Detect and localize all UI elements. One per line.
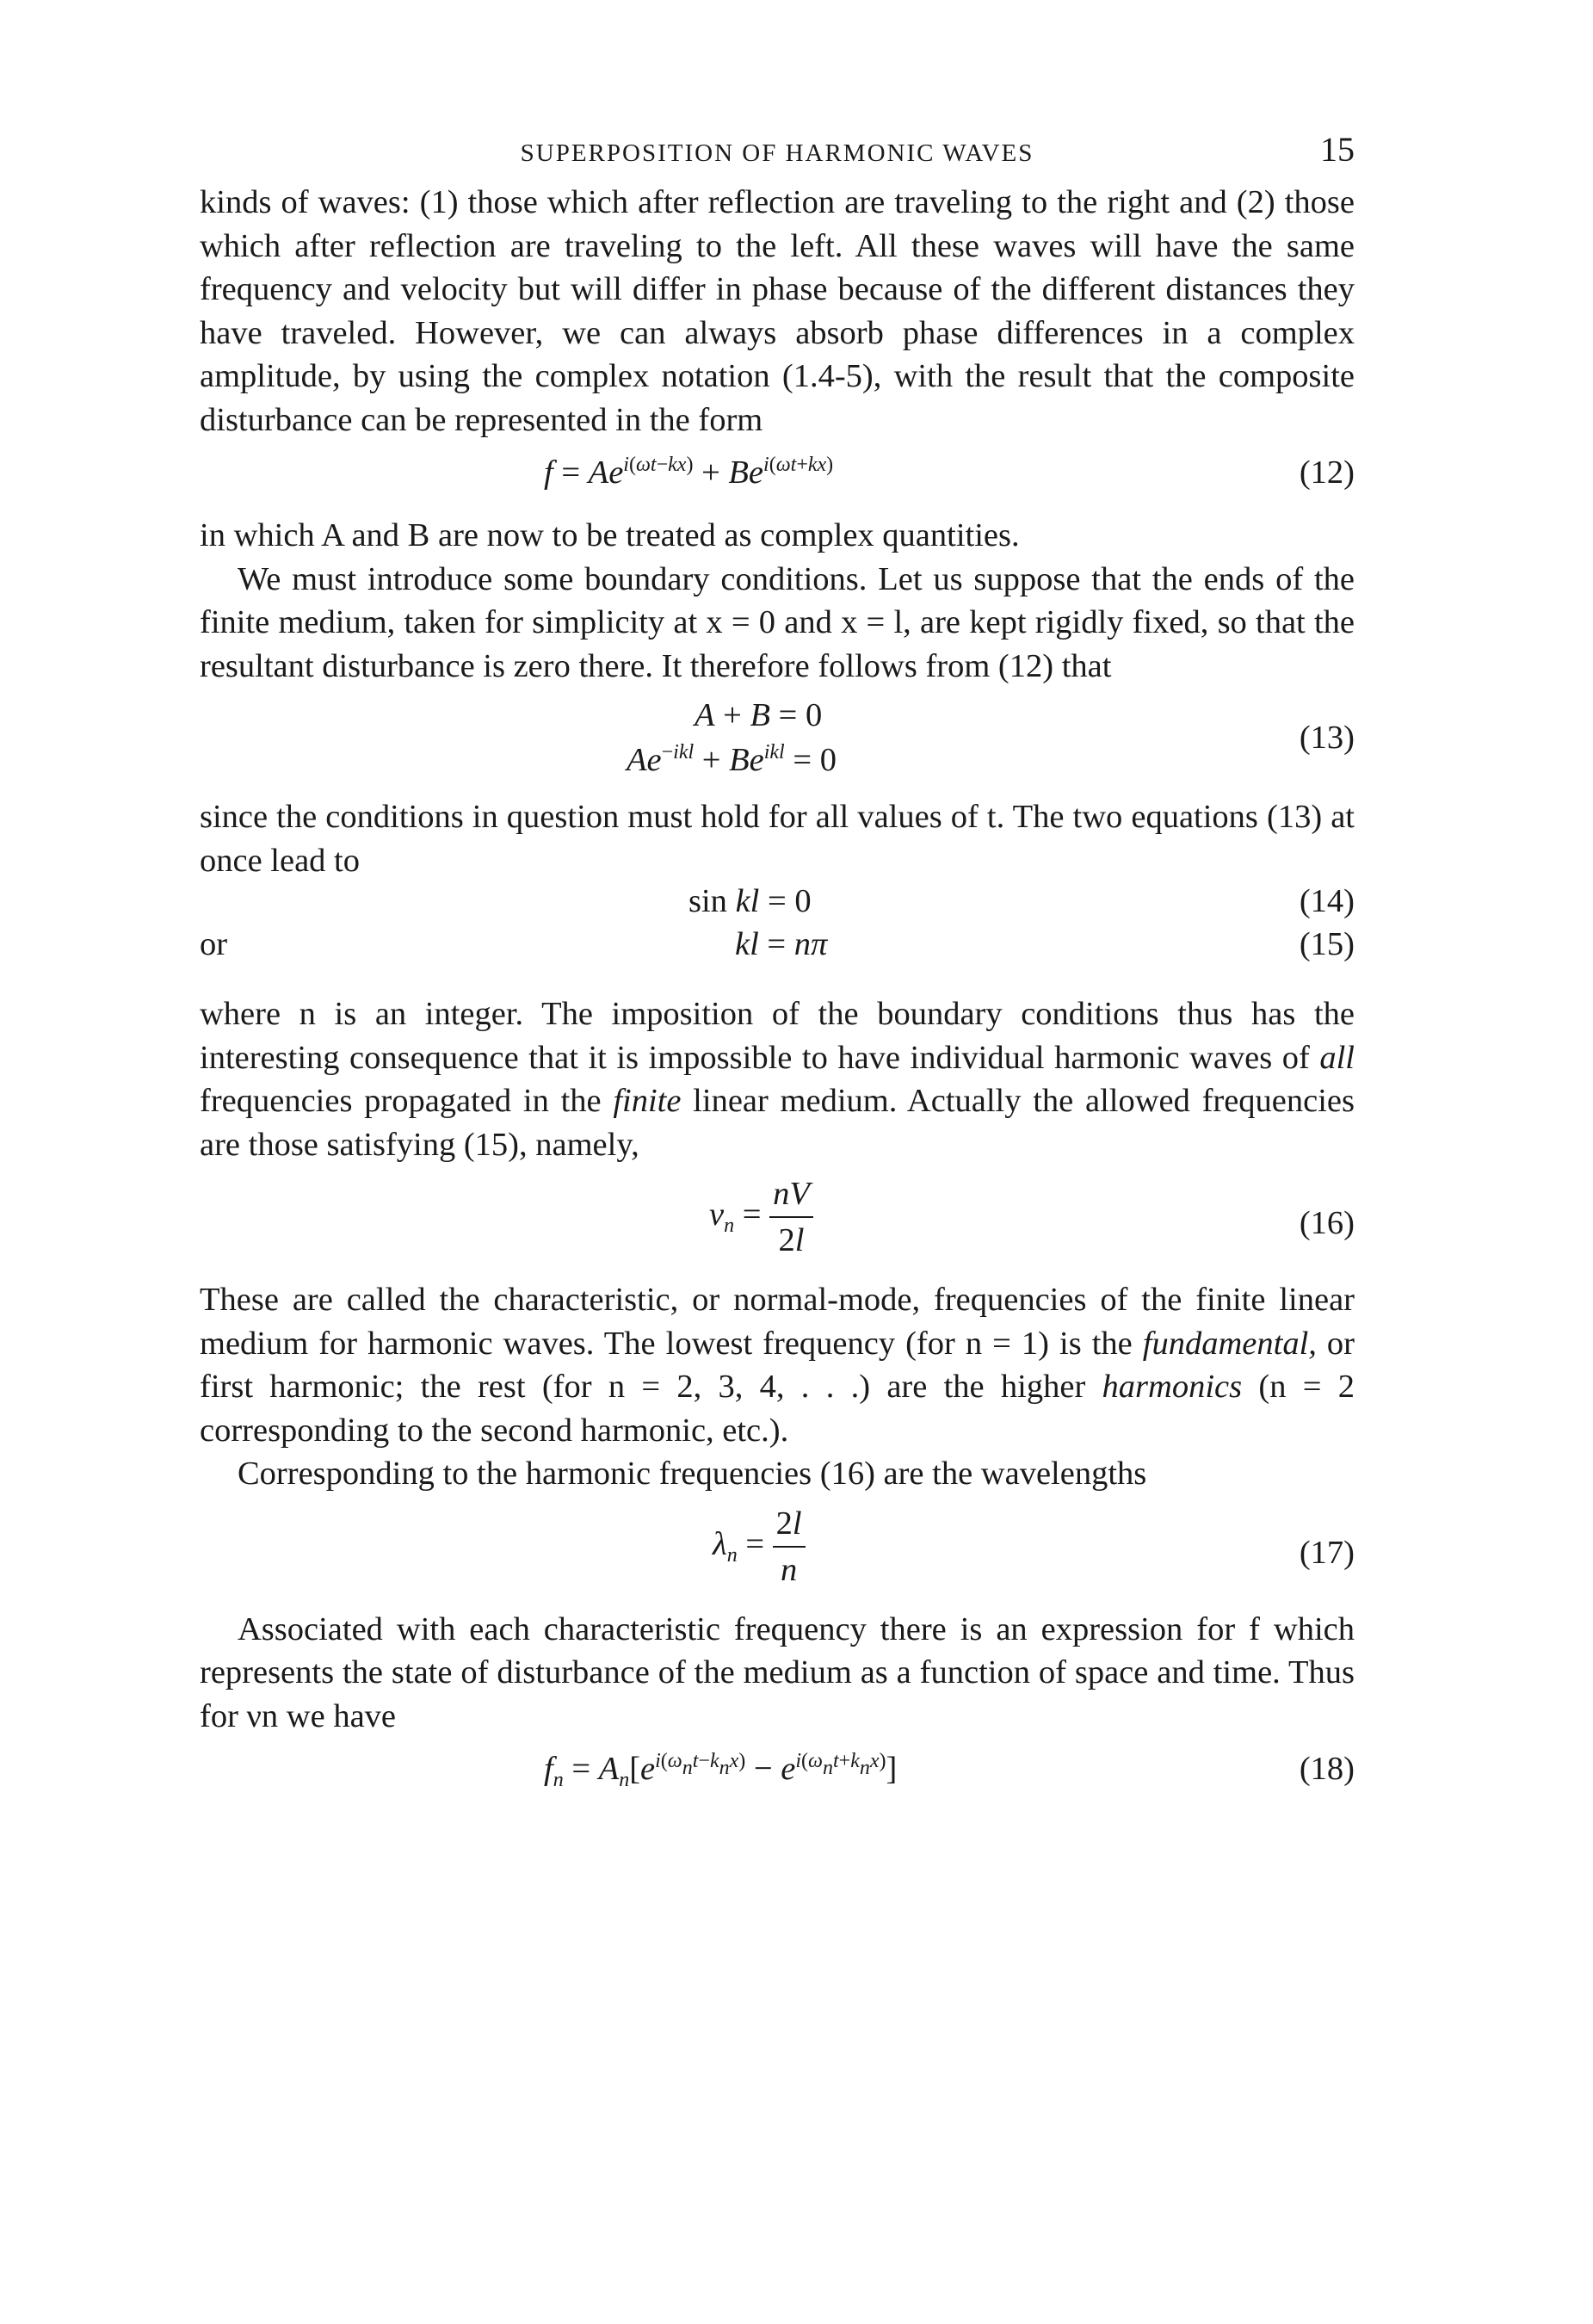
equation-13-number: (13) [1299,720,1355,756]
paragraph-6-part-c: (n = 2 corresponding to the second harmonic, etc.). [200,1369,1355,1449]
equation-12 [200,442,1355,514]
paragraph-6-part-a: These are called the characteristic, or normal-mode, frequencies of the finite linear medium for harmonic waves. The lowest frequency (for n = 1) is the [200,1282,1355,1362]
equation-18-number: (18) [1299,1751,1355,1787]
paragraph-5 [200,992,1355,1166]
paragraph-5-part-b: frequencies propagated in the [200,1083,614,1119]
equation-17 [200,1496,1355,1608]
equation-18-expression: $f_n = A_n[e^{i(\omega_nt-k_nx)} - e^{i(\omega_nt+k_nx)}]$ [544,1750,898,1791]
emphasis-fundamental: fundamental, [1142,1325,1317,1362]
paragraph-5-part-a: where n is an integer. The imposition of the boundary conditions thus has the interesting consequence that it is impossible to have individual harmonic waves of [200,996,1355,1076]
equation-16-expression: $\nu_n$ = $\frac{nV}{2l}$ [709,1175,813,1259]
equation-18 [200,1738,1355,1810]
emphasis-harmonics: harmonics [1102,1369,1243,1405]
paragraph-3: We must introduce some boundary conditions. Let us suppose that the ends of the finite medium, taken for simplicity at x = 0 and x = l, are kept rigidly fixed, so that the resultant disturbance is zero there. It therefore follows from (12) that [200,560,1355,684]
equation-15 [200,925,1355,992]
equation-12-number: (12) [1299,454,1355,491]
equation-12-expression: $f = Ae^{i(\omega t-kx)} + Be^{i(\omega t+kx)}$ [544,454,834,491]
equation-17-expression: $\lambda_n$ = $\frac{2l}{n}$ [713,1505,806,1589]
paragraph-8: Associated with each characteristic frequency there is an expression for f which represents the state of disturbance of the medium as a function of space and time. Thus for νn we have [200,1610,1355,1734]
paragraph-2: in which A and B are now to be treated as complex quantities. [200,517,1020,553]
emphasis-all: all [1319,1039,1355,1076]
equation-17-number: (17) [1299,1534,1355,1571]
paragraph-5-part-c: linear medium. Actually the allowed frequencies are those satisfying (15), namely, [200,1083,1355,1163]
paragraph-6-part-b: or first harmonic; the rest (for n = 2, 3, 4, . . .) are the higher [200,1325,1355,1405]
paragraph-6 [200,1278,1355,1452]
equation-14-expression: sin kl = 0 [688,883,812,919]
page-header [200,129,1355,181]
or-label: or [200,926,228,962]
paragraph-4: since the conditions in question must hold for all values of t. The two equations (13) at once lead to [200,799,1355,879]
page [200,129,1355,1810]
equation-13-line-1: A + B = 0 [695,697,823,733]
paragraph-7: Corresponding to the harmonic frequencies (16) are the wavelengths [238,1456,1147,1492]
equation-14-number: (14) [1299,883,1355,919]
page-number: 15 [1320,130,1355,169]
equation-16-number: (16) [1299,1205,1355,1241]
equation-13-line-2: $Ae^{-ikl} + Be^{ikl} = 0$ [627,741,837,778]
equation-16 [200,1166,1355,1278]
equation-14 [200,882,1355,925]
equation-15-expression: kl = nπ [735,926,828,962]
equation-13 [200,688,1355,795]
equation-15-number: (15) [1299,926,1355,962]
emphasis-finite: finite [613,1083,682,1119]
running-head: SUPERPOSITION OF HARMONIC WAVES [520,139,1034,167]
paragraph-1: kinds of waves: (1) those which after reflection are traveling to the right and (2) those which after reflection are traveling to the left. All these waves will have the same frequency and velocity but will differ in phase because of the different distances they have traveled. However, we can always absorb phase differences in a complex amplitude, by using the complex notation (1.4-5), with the result that the composite disturbance can be represented in the form [200,184,1355,438]
